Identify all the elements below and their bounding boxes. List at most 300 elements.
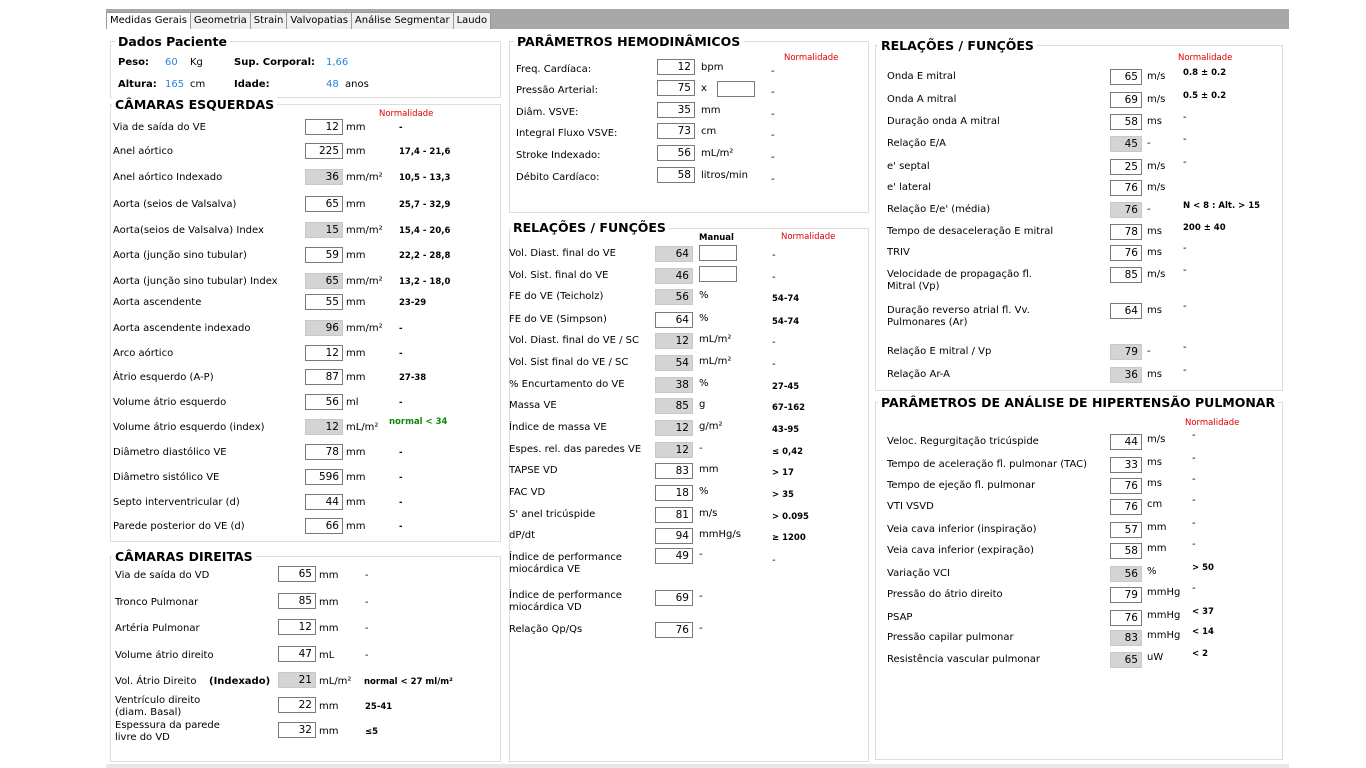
hp-row-unit: %	[1147, 566, 1157, 577]
hemo-row-label: Freq. Cardíaca:	[516, 64, 592, 75]
mid-row-unit: -	[699, 443, 703, 454]
hemo-row-input[interactable]: 73	[657, 123, 695, 139]
hp-row-label: Pressão do átrio direito	[887, 589, 1003, 600]
left-row-label: Anel aórtico	[113, 146, 173, 157]
left-row-unit: mm	[346, 372, 366, 383]
left-chambers-title: CÂMARAS ESQUERDAS	[112, 97, 277, 112]
peso-value: 60	[165, 57, 178, 68]
left-row-unit: mL/m²	[346, 422, 379, 433]
mid-row-unit: mm	[699, 464, 719, 475]
mid-row-normal: -	[772, 555, 776, 566]
left-row-normal: -	[399, 473, 403, 483]
mid-row-input[interactable]: 12	[655, 333, 693, 349]
left-row-label: Septo interventricular (d)	[113, 497, 240, 508]
left-row-normal: -	[399, 448, 403, 458]
peso-unit: Kg	[190, 57, 203, 68]
rr-row-label: Onda A mitral	[887, 94, 957, 105]
hp-row-unit: m/s	[1147, 434, 1166, 445]
mid-row-label: Massa VE	[509, 400, 557, 411]
hp-row-unit: uW	[1147, 652, 1164, 663]
mid-row-label: Vol. Sist final do VE / SC	[509, 357, 629, 368]
mid-row-label: Vol. Sist. final do VE	[509, 270, 609, 281]
rr-row-normal: -	[1183, 265, 1187, 276]
tab-geometria[interactable]: Geometria	[190, 12, 251, 29]
mid-row-normal: ≥ 1200	[772, 533, 806, 543]
idade-unit: anos	[345, 79, 369, 90]
rr-row-unit: ms	[1147, 247, 1162, 258]
idade-label: Idade:	[234, 79, 270, 90]
rr-row-normal: -	[1183, 112, 1187, 123]
left-row-label: Via de saída do VE	[113, 122, 206, 133]
left-row-normal: 10,5 - 13,3	[399, 173, 451, 183]
right-row-label: Vol. Átrio Direito	[115, 676, 197, 687]
rr-row-unit: ms	[1147, 305, 1162, 316]
hemo-normalidade: Normalidade	[784, 53, 839, 63]
mid-row-normal: > 17	[772, 468, 794, 478]
mid-row-normal: -	[772, 359, 776, 370]
hp-row-label: PSAP	[887, 612, 913, 623]
rr-row-normal: -	[1183, 243, 1187, 254]
mid-row-input[interactable]: 46	[655, 268, 693, 284]
hp-row-input[interactable]: 76	[1110, 478, 1142, 494]
hemo-row-input[interactable]: 35	[657, 102, 695, 118]
right-row-label: Tronco Pulmonar	[115, 597, 199, 608]
left-row-unit: mm	[346, 297, 366, 308]
hp-row-normal: -	[1192, 474, 1196, 485]
rr-row-input[interactable]: 58	[1110, 114, 1142, 130]
right-row-normal: -	[365, 650, 369, 661]
right-chambers-title: CÂMARAS DIREITAS	[112, 549, 256, 564]
left-row-normal: 22,2 - 28,8	[399, 251, 451, 261]
hp-panel	[875, 402, 1283, 760]
hp-row-input[interactable]: 57	[1110, 522, 1142, 538]
tab-valvopatias[interactable]: Valvopatias	[286, 12, 352, 29]
rr-row-unit: m/s	[1147, 71, 1166, 82]
hp-row-label: VTI VSVD	[887, 501, 934, 512]
rr-row-label: e' lateral	[887, 182, 932, 193]
hp-row-input[interactable]: 76	[1110, 610, 1142, 626]
hp-row-normal: -	[1192, 518, 1196, 529]
right-row-input[interactable]: 22	[278, 697, 316, 713]
mid-row-label: Espes. rel. das paredes VE	[509, 444, 642, 455]
left-row-label: Diâmetro diastólico VE	[113, 447, 227, 458]
hemo-row-normal: -	[771, 152, 775, 163]
left-row-normal: -	[399, 398, 403, 408]
left-row-label: Aorta (seios de Valsalva)	[113, 199, 237, 210]
right-row-unit: mm	[319, 597, 339, 608]
left-row-normal: 15,4 - 20,6	[399, 226, 451, 236]
mid-row-input[interactable]: 85	[655, 398, 693, 414]
mid-row-label: % Encurtamento do VE	[509, 379, 625, 390]
left-row-input[interactable]: 12	[305, 345, 343, 361]
hemo-row-normal: -	[771, 66, 775, 77]
left-row-label: Aorta (junção sino tubular) Index	[113, 276, 278, 287]
rr-row-unit: -	[1147, 346, 1151, 357]
hemo-row-unit: litros/min	[701, 170, 748, 181]
rr-row-normal: -	[1183, 157, 1187, 168]
left-row-input[interactable]: 44	[305, 494, 343, 510]
rr-row-normal: -	[1183, 365, 1187, 376]
rr-row-label: Duração onda A mitral	[887, 116, 1000, 127]
left-row-unit: mm/m²	[346, 276, 383, 287]
mid-row-unit: %	[699, 486, 709, 497]
mid-row-normal: ≤ 0,42	[772, 447, 804, 457]
rr-row-label: Relação Ar-A	[887, 369, 951, 380]
hp-row-normal: < 14	[1192, 627, 1214, 637]
rr-row-label: Relação E/e' (média)	[887, 204, 991, 215]
mid-row-normal: > 0.095	[772, 512, 809, 522]
mid-row-unit: -	[699, 549, 703, 560]
mid-row-unit: mmHg/s	[699, 529, 741, 540]
rr-row-input[interactable]: 45	[1110, 136, 1142, 152]
rr-row-label: Onda E mitral	[887, 71, 956, 82]
left-row-normal: normal < 34	[389, 417, 448, 427]
left-row-label: Átrio esquerdo (A-P)	[113, 372, 214, 383]
hp-row-label: Veia cava inferior (inspiração)	[887, 524, 1037, 535]
left-row-input[interactable]: 65	[305, 273, 343, 289]
rr-row-label: Velocidade de propagação fl. Mitral (Vp)	[887, 269, 1032, 292]
peso-label: Peso:	[118, 57, 149, 68]
mid-row-normal: > 35	[772, 490, 794, 500]
tab-strain[interactable]: Strain	[250, 12, 288, 29]
hemo-row-input[interactable]: 58	[657, 167, 695, 183]
left-row-input[interactable]: 225	[305, 143, 343, 159]
mid-row-input[interactable]: 83	[655, 463, 693, 479]
hp-row-normal: > 50	[1192, 563, 1214, 573]
hp-row-input[interactable]: 76	[1110, 499, 1142, 515]
hp-row-unit: mm	[1147, 522, 1167, 533]
left-row-normal: 27-38	[399, 373, 427, 383]
mid-row-normal: 54-74	[772, 317, 800, 327]
hp-row-input[interactable]: 83	[1110, 630, 1142, 646]
altura-label: Altura:	[118, 79, 157, 90]
rr-row-label: Duração reverso atrial fl. Vv. Pulmonares (Ar)	[887, 305, 1030, 328]
hemo-title: PARÂMETROS HEMODINÂMICOS	[514, 34, 743, 49]
mid-row-unit: -	[699, 623, 703, 634]
mid-row-unit: %	[699, 378, 709, 389]
rr-row-input[interactable]: 69	[1110, 92, 1142, 108]
right-row-label: Ventrículo direito (diam. Basal)	[115, 695, 201, 718]
hp-row-label: Tempo de aceleração fl. pulmonar (TAC)	[887, 459, 1088, 470]
right-row-input[interactable]: 32	[278, 722, 316, 738]
hemo-row-unit: mL/m²	[701, 148, 734, 159]
mid-row-label: Relação Qp/Qs	[509, 624, 583, 635]
left-row-unit: mm	[346, 199, 366, 210]
mid-row-label: Vol. Diast. final do VE / SC	[509, 335, 639, 346]
mid-row-label: Vol. Diast. final do VE	[509, 248, 616, 259]
rr-row-label: TRIV	[887, 247, 910, 258]
rr-row-label: Tempo de desaceleração E mitral	[887, 226, 1054, 237]
mid-row-input[interactable]: 49	[655, 548, 693, 564]
mid-row-normal: -	[772, 250, 776, 261]
left-row-normal: 17,4 - 21,6	[399, 147, 451, 157]
mid-row-label: S' anel tricúspide	[509, 509, 596, 520]
left-row-normal: -	[399, 498, 403, 508]
rr-row-normal: 200 ± 40	[1183, 223, 1226, 233]
hp-normalidade: Normalidade	[1185, 418, 1240, 428]
right-row-normal: normal < 27 ml/m²	[364, 677, 453, 687]
rr-row-unit: m/s	[1147, 269, 1166, 280]
rr-row-normal: 0.5 ± 0.2	[1183, 91, 1227, 101]
mid-row-unit: g	[699, 399, 706, 410]
hp-row-normal: < 2	[1192, 649, 1208, 659]
hp-row-input[interactable]: 44	[1110, 434, 1142, 450]
bottom-divider	[106, 764, 1289, 768]
right-row-unit: mL	[319, 650, 335, 661]
hp-row-unit: mmHg	[1147, 610, 1181, 621]
left-row-input[interactable]: 12	[305, 419, 343, 435]
rr-row-input[interactable]: 36	[1110, 367, 1142, 383]
mid-row-unit: mL/m²	[699, 334, 732, 345]
rr-row-input[interactable]: 85	[1110, 267, 1142, 283]
hemo-row-label: Pressão Arterial:	[516, 85, 598, 96]
mid-row-label: Índice de performance miocárdica VE	[509, 552, 622, 575]
right-row-normal: 25-41	[365, 702, 393, 712]
mid-row-unit: %	[699, 313, 709, 324]
hemo-row-input[interactable]: 12	[657, 59, 695, 75]
left-row-unit: ml	[346, 397, 359, 408]
mid-row-label: FE do VE (Teicholz)	[509, 291, 604, 302]
rr-row-unit: m/s	[1147, 182, 1166, 193]
right-row-input[interactable]: 85	[278, 593, 316, 609]
altura-value: 165	[165, 79, 185, 90]
mid-row-unit: mL/m²	[699, 356, 732, 367]
mid-row-input[interactable]: 64	[655, 312, 693, 328]
right-row-input[interactable]: 47	[278, 646, 316, 662]
left-row-input[interactable]: 12	[305, 119, 343, 135]
left-row-unit: mm	[346, 122, 366, 133]
left-row-label: Aorta(seios de Valsalva) Index	[113, 225, 264, 236]
right-row-unit: mm	[319, 726, 339, 737]
rr-row-input[interactable]: 76	[1110, 202, 1142, 218]
hemo-row-unit: mm	[701, 105, 721, 116]
vol-sist-manual-input[interactable]	[699, 266, 737, 282]
left-row-input[interactable]: 596	[305, 469, 343, 485]
pressao-arterial-diastolic-input[interactable]	[717, 81, 755, 97]
left-row-normal: 13,2 - 18,0	[399, 277, 451, 287]
rr-row-unit: m/s	[1147, 161, 1166, 172]
mid-row-input[interactable]: 81	[655, 507, 693, 523]
hemo-row-label: Stroke Indexado:	[516, 150, 601, 161]
rr-row-normal: -	[1183, 301, 1187, 312]
rr-row-input[interactable]: 79	[1110, 344, 1142, 360]
rr-row-unit: ms	[1147, 116, 1162, 127]
hp-row-unit: mmHg	[1147, 587, 1181, 598]
hp-row-normal: -	[1192, 539, 1196, 550]
rr-row-unit: ms	[1147, 226, 1162, 237]
mid-row-label: dP/dt	[509, 530, 536, 541]
mid-row-input[interactable]: 38	[655, 377, 693, 393]
hp-row-input[interactable]: 33	[1110, 457, 1142, 473]
hp-row-label: Tempo de ejeção fl. pulmonar	[887, 480, 1036, 491]
rr-row-label: e' septal	[887, 161, 930, 172]
mid-row-normal: -	[772, 272, 776, 283]
mid-row-input[interactable]: 94	[655, 528, 693, 544]
mid-row-normal: 54-74	[772, 294, 800, 304]
left-row-input[interactable]: 55	[305, 294, 343, 310]
mid-row-unit: %	[699, 290, 709, 301]
tab-strip	[106, 12, 490, 29]
hp-row-label: Resistência vascular pulmonar	[887, 654, 1041, 665]
rr-row-label: Relação E mitral / Vp	[887, 346, 992, 357]
hp-row-normal: < 37	[1192, 607, 1214, 617]
rr-row-normal: -	[1183, 134, 1187, 145]
hemo-row-label: Débito Cardíaco:	[516, 172, 600, 183]
rr-row-unit: -	[1147, 138, 1151, 149]
mid-row-input[interactable]: 56	[655, 289, 693, 305]
rr-row-input[interactable]: 76	[1110, 180, 1142, 196]
mid-row-input[interactable]: 69	[655, 590, 693, 606]
right-row-label: Via de saída do VD	[115, 570, 210, 581]
left-row-input[interactable]: 36	[305, 169, 343, 185]
tab-laudo[interactable]: Laudo	[453, 12, 492, 29]
rel-mid-title: RELAÇÕES / FUNÇÕES	[510, 220, 669, 235]
left-row-unit: mm/m²	[346, 225, 383, 236]
vol-diast-manual-input[interactable]	[699, 245, 737, 261]
right-row-input[interactable]: 12	[278, 619, 316, 635]
left-row-unit: mm	[346, 447, 366, 458]
left-row-label: Anel aórtico Indexado	[113, 172, 223, 183]
right-row-unit: mL/m²	[319, 676, 352, 687]
right-indexado-label: (Indexado)	[209, 676, 271, 687]
hp-row-input[interactable]: 79	[1110, 587, 1142, 603]
hp-row-unit: cm	[1147, 499, 1163, 510]
hp-row-normal: -	[1192, 453, 1196, 464]
hp-row-unit: ms	[1147, 457, 1162, 468]
rr-row-normal: -	[1183, 342, 1187, 353]
left-row-label: Aorta (junção sino tubular)	[113, 250, 247, 261]
hemo-row-normal: -	[771, 109, 775, 120]
left-row-input[interactable]: 65	[305, 196, 343, 212]
hp-row-unit: ms	[1147, 478, 1162, 489]
left-row-label: Arco aórtico	[113, 348, 174, 359]
rr-row-input[interactable]: 64	[1110, 303, 1142, 319]
rr-row-input[interactable]: 76	[1110, 245, 1142, 261]
left-row-unit: mm/m²	[346, 323, 383, 334]
left-chambers-normalidade: Normalidade	[379, 109, 434, 119]
hemo-row-input[interactable]: 75	[657, 80, 695, 96]
rr-row-unit: -	[1147, 204, 1151, 215]
mid-row-input[interactable]: 76	[655, 622, 693, 638]
left-row-label: Aorta ascendente	[113, 297, 202, 308]
right-row-label: Volume átrio direito	[115, 650, 214, 661]
right-row-input[interactable]: 65	[278, 566, 316, 582]
left-row-label: Parede posterior do VE (d)	[113, 521, 245, 532]
mid-row-input[interactable]: 64	[655, 246, 693, 262]
left-row-input[interactable]: 59	[305, 247, 343, 263]
hp-row-input[interactable]: 65	[1110, 652, 1142, 668]
left-row-unit: mm	[346, 521, 366, 532]
hemo-row-normal: -	[771, 130, 775, 141]
hemo-row-label: Integral Fluxo VSVE:	[516, 128, 618, 139]
mid-row-label: FAC VD	[509, 487, 546, 498]
left-row-label: Aorta ascendente indexado	[113, 323, 251, 334]
mid-row-unit: -	[699, 591, 703, 602]
sup-corporal-value: 1,66	[326, 57, 349, 68]
rr-row-normal: 0.8 ± 0.2	[1183, 68, 1227, 78]
left-row-unit: mm	[346, 146, 366, 157]
right-row-input[interactable]: 21	[278, 672, 316, 688]
rel-mid-manual-header: Manual	[699, 233, 734, 243]
left-row-input[interactable]: 78	[305, 444, 343, 460]
left-row-unit: mm	[346, 472, 366, 483]
mid-row-input[interactable]: 54	[655, 355, 693, 371]
tab-medidas-gerais[interactable]: Medidas Gerais	[106, 12, 191, 30]
mid-row-input[interactable]: 12	[655, 442, 693, 458]
left-row-unit: mm	[346, 250, 366, 261]
left-row-unit: mm	[346, 348, 366, 359]
tab-analise-segmentar[interactable]: Análise Segmentar	[351, 12, 454, 29]
hp-row-label: Pressão capilar pulmonar	[887, 632, 1014, 643]
hp-row-normal: -	[1192, 430, 1196, 441]
mid-row-label: FE do VE (Simpson)	[509, 314, 607, 325]
right-row-normal: -	[365, 623, 369, 634]
hp-row-label: Variação VCI	[887, 568, 950, 579]
hemo-row-input[interactable]: 56	[657, 145, 695, 161]
hemo-row-normal: -	[771, 87, 775, 98]
right-row-unit: mm	[319, 570, 339, 581]
hp-row-input[interactable]: 56	[1110, 566, 1142, 582]
rel-mid-normalidade: Normalidade	[781, 232, 836, 242]
hp-row-label: Veia cava inferior (expiração)	[887, 545, 1035, 556]
mid-row-normal: -	[772, 337, 776, 348]
left-row-input[interactable]: 66	[305, 518, 343, 534]
right-row-normal: ≤5	[365, 727, 379, 737]
hp-title: PARÂMETROS DE ANÁLISE DE HIPERTENSÃO PULMONAR	[878, 395, 1278, 410]
hp-row-input[interactable]: 58	[1110, 543, 1142, 559]
left-row-normal: -	[399, 324, 403, 334]
hemo-row-normal: -	[771, 174, 775, 185]
left-row-label: Volume átrio esquerdo	[113, 397, 227, 408]
mid-row-label: TAPSE VD	[509, 465, 558, 476]
right-row-normal: -	[365, 570, 369, 581]
hp-row-unit: mm	[1147, 543, 1167, 554]
rr-row-input[interactable]: 65	[1110, 69, 1142, 85]
mid-row-normal: 27-45	[772, 382, 800, 392]
mid-row-unit: g/m²	[699, 421, 723, 432]
hemo-row-unit: cm	[701, 126, 717, 137]
left-row-input[interactable]: 87	[305, 369, 343, 385]
mid-row-input[interactable]: 12	[655, 420, 693, 436]
sup-corporal-label: Sup. Corporal:	[234, 57, 316, 68]
hp-row-unit: mmHg	[1147, 630, 1181, 641]
rel-right-title: RELAÇÕES / FUNÇÕES	[878, 38, 1037, 53]
idade-value: 48	[326, 79, 339, 90]
rr-row-input[interactable]: 25	[1110, 159, 1142, 175]
rr-row-unit: ms	[1147, 369, 1162, 380]
left-row-label: Volume átrio esquerdo (index)	[113, 422, 265, 433]
rr-row-normal: N < 8 : Alt. > 15	[1183, 201, 1261, 211]
rr-row-unit: m/s	[1147, 94, 1166, 105]
left-row-normal: -	[399, 349, 403, 359]
hemo-row-unit: bpm	[701, 62, 724, 73]
left-row-input[interactable]: 15	[305, 222, 343, 238]
left-row-input[interactable]: 56	[305, 394, 343, 410]
mid-row-input[interactable]: 18	[655, 485, 693, 501]
hemo-row-label: Diâm. VSVE:	[516, 107, 579, 118]
left-row-normal: -	[399, 123, 403, 133]
mid-row-normal: 67-162	[772, 403, 806, 413]
left-row-unit: mm/m²	[346, 172, 383, 183]
mid-row-normal: 43-95	[772, 425, 800, 435]
rr-row-input[interactable]: 78	[1110, 224, 1142, 240]
right-row-label: Espessura da parede livre do VD	[115, 720, 220, 743]
rel-right-normalidade: Normalidade	[1178, 53, 1233, 63]
left-row-label: Diâmetro sistólico VE	[113, 472, 220, 483]
right-row-label: Artéria Pulmonar	[115, 623, 200, 634]
left-row-unit: mm	[346, 497, 366, 508]
left-row-input[interactable]: 96	[305, 320, 343, 336]
